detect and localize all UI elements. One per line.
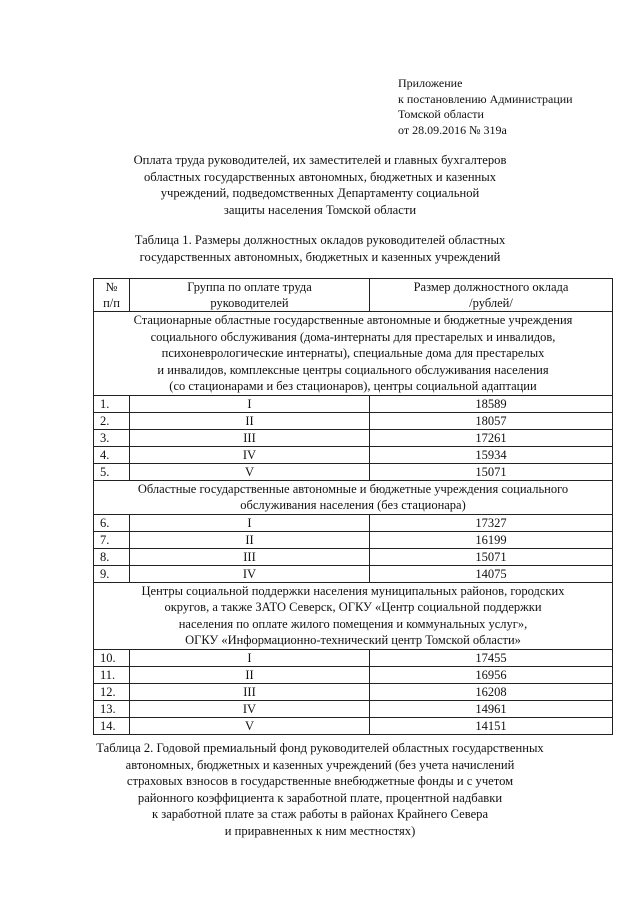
row-salary: 15934: [370, 446, 613, 463]
caption-line: государственных автономных, бюджетных и казенных учреждений: [139, 249, 501, 264]
row-group: I: [130, 395, 370, 412]
table-row: [94, 514, 613, 531]
caption-line: к заработной плате за стаж работы в районах Крайнего Севера: [151, 807, 489, 821]
section-heading: [94, 480, 613, 514]
section-heading-row: [94, 582, 613, 649]
row-salary: 15071: [370, 463, 613, 480]
row-num: 5.: [94, 463, 130, 480]
section-heading-row: [94, 480, 613, 514]
row-salary: 17261: [370, 429, 613, 446]
row-salary: 16208: [370, 683, 613, 700]
caption-line: Таблица 1. Размеры должностных окладов руководителей областных: [134, 233, 506, 247]
row-salary: 14151: [370, 717, 613, 734]
row-num: 1.: [94, 395, 130, 412]
section-heading-row: [94, 312, 613, 396]
table-row: [94, 429, 613, 446]
row-group: II: [130, 666, 370, 683]
appendix-line: Приложение: [398, 76, 463, 90]
row-num: 6.: [94, 514, 130, 531]
row-group: V: [130, 717, 370, 734]
row-group: IV: [130, 565, 370, 582]
row-num: 7.: [94, 531, 130, 548]
row-group: V: [130, 463, 370, 480]
row-salary: 17455: [370, 649, 613, 666]
title-line: защиты населения Томской области: [223, 202, 417, 217]
table-row: [94, 531, 613, 548]
table-row: [94, 666, 613, 683]
row-group: II: [130, 412, 370, 429]
table-header-row: [94, 279, 613, 312]
table1-caption: [90, 232, 550, 265]
row-group: I: [130, 649, 370, 666]
section-heading-line: социального обслуживания (дома-интернаты для престарелых и инвалидов,: [150, 329, 556, 344]
table-row: [94, 548, 613, 565]
table-row: [94, 395, 613, 412]
appendix-line: к постановлению Администрации: [398, 91, 573, 106]
table2-caption: [80, 740, 560, 839]
section-heading-line: округов, а также ЗАТО Северск, ОГКУ «Центр социальной поддержки: [164, 600, 542, 614]
header-salary-line2: /рублей/: [469, 296, 513, 310]
row-salary: 16956: [370, 666, 613, 683]
row-salary: 14961: [370, 700, 613, 717]
appendix-line: от 28.09.2016 № 319а: [398, 122, 507, 137]
row-group: IV: [130, 446, 370, 463]
caption-line: районного коэффициента к заработной плате, процентной надбавки: [137, 790, 503, 805]
table-row: [94, 446, 613, 463]
appendix-block: [398, 76, 573, 138]
caption-line: и приравненных к ним местностях): [224, 823, 416, 838]
row-num: 2.: [94, 412, 130, 429]
section-heading-line: Центры социальной поддержки населения муниципальных районов, городских: [141, 583, 565, 598]
row-group: II: [130, 531, 370, 548]
row-group: I: [130, 514, 370, 531]
header-num-line2: п/п: [103, 296, 120, 310]
row-num: 12.: [94, 683, 130, 700]
section-heading-line: Стационарные областные государственные автономные и бюджетные учреждения: [133, 313, 573, 327]
section-heading-line: (со стационарами и без стационаров), центры социальной адаптации: [169, 379, 537, 393]
row-num: 14.: [94, 717, 130, 734]
title-line: Оплата труда руководителей, их заместителей и главных бухгалтеров: [133, 153, 507, 167]
salary-table: [93, 278, 613, 735]
table-row: [94, 649, 613, 666]
header-group-line1: Группа по оплате труда: [187, 280, 312, 294]
row-num: 13.: [94, 700, 130, 717]
row-num: 11.: [94, 666, 130, 683]
table-row: [94, 683, 613, 700]
appendix-line: Томской области: [398, 107, 484, 121]
header-group: [130, 279, 370, 312]
section-heading-line: Областные государственные автономные и бюджетные учреждения социального: [137, 481, 569, 496]
row-salary: 15071: [370, 548, 613, 565]
row-salary: 18057: [370, 412, 613, 429]
row-salary: 18589: [370, 395, 613, 412]
row-group: IV: [130, 700, 370, 717]
header-group-line2: руководителей: [210, 296, 289, 310]
row-num: 3.: [94, 429, 130, 446]
table-row: [94, 717, 613, 734]
row-group: III: [130, 548, 370, 565]
caption-line: страховых взносов в государственные внебюджетные фонды и с учетом: [126, 774, 514, 788]
row-group: III: [130, 683, 370, 700]
title-line: областных государственных автономных, бюджетных и казенных: [143, 169, 497, 184]
header-salary-line1: Размер должностного оклада: [413, 280, 569, 294]
section-heading-line: ОГКУ «Информационно-технический центр Томской области»: [185, 633, 521, 647]
header-salary: [370, 279, 613, 312]
row-salary: 16199: [370, 531, 613, 548]
table-row: [94, 463, 613, 480]
section-heading-line: населения по оплате жилого помещения и коммунальных услуг»,: [178, 616, 528, 631]
row-num: 4.: [94, 446, 130, 463]
row-salary: 14075: [370, 565, 613, 582]
document-title: [90, 152, 550, 218]
section-heading: [94, 582, 613, 649]
caption-line: автономных, бюджетных и казенных учреждений (без учета начислений: [125, 757, 515, 772]
header-num: [94, 279, 130, 312]
section-heading-line: психоневрологические интернаты), специальные дома для престарелых: [161, 346, 545, 360]
section-heading-line: обслуживания населения (без стационара): [240, 498, 466, 512]
section-heading-line: и инвалидов, комплексные центры социального обслуживания населения: [157, 362, 549, 377]
table-row: [94, 700, 613, 717]
row-salary: 17327: [370, 514, 613, 531]
caption-line: Таблица 2. Годовой премиальный фонд руководителей областных государственных: [96, 741, 544, 755]
header-num-line1: №: [105, 280, 118, 294]
row-group: III: [130, 429, 370, 446]
row-num: 8.: [94, 548, 130, 565]
row-num: 10.: [94, 649, 130, 666]
title-line: учреждений, подведомственных Департаменту социальной: [160, 186, 480, 200]
row-num: 9.: [94, 565, 130, 582]
table-row: [94, 565, 613, 582]
section-heading: [94, 312, 613, 396]
table-row: [94, 412, 613, 429]
